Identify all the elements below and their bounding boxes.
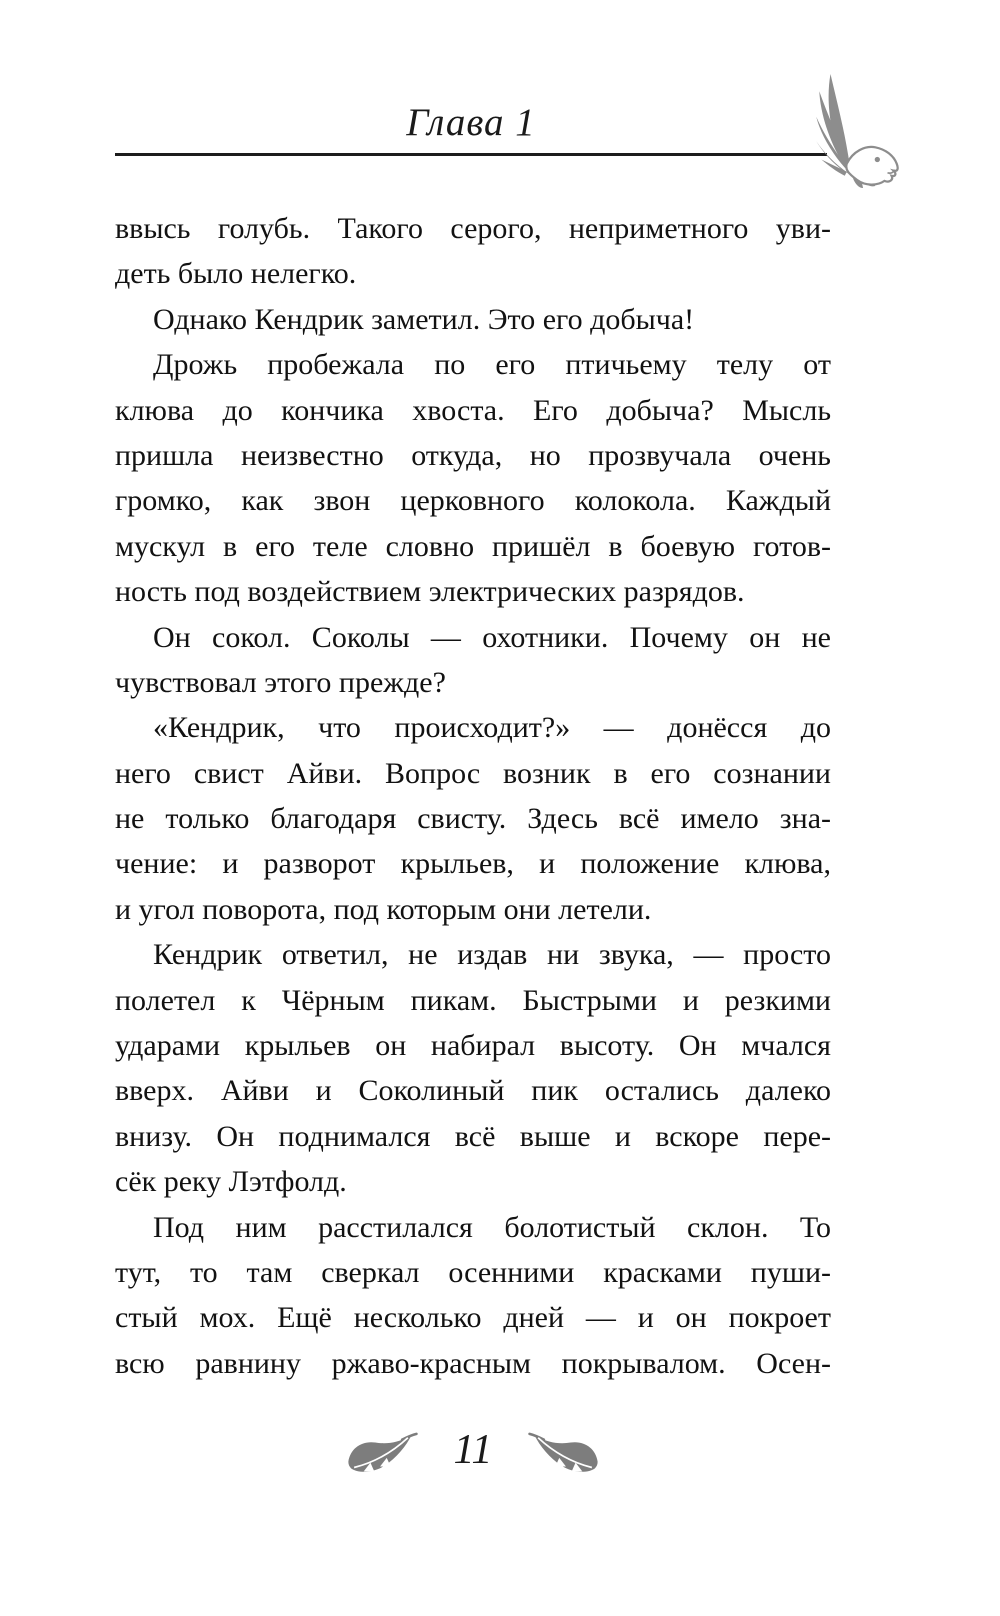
text-line: тут, то там сверкал осенними красками пуши- (115, 1255, 831, 1289)
text-line: деть было нелегко. (115, 257, 357, 291)
text-line: сёк реку Лэтфолд. (115, 1165, 347, 1199)
paragraph (115, 932, 831, 1204)
text-line: ввысь голубь. Такого серого, неприметного уви- (115, 212, 831, 245)
text-line: Он сокол. Соколы — охотники. Почему он не (153, 620, 831, 654)
text-line: «Кендрик, что происходит?» — донёсся до (153, 711, 831, 745)
text-line: не только благодаря свисту. Здесь всё имело зна- (115, 802, 831, 836)
feather-icon (528, 1431, 602, 1479)
text-line: Кендрик ответил, не издав ни звука, — просто (153, 938, 831, 972)
text-line: громко, как звон церковного колокола. Каждый (115, 484, 831, 518)
text-line: Дрожь пробежала по его птичьему телу от (153, 348, 831, 382)
text-line: ность под воздействием электрических разрядов. (115, 575, 745, 609)
paragraph (115, 342, 831, 614)
text-line: внизу. Он поднимался всё выше и вскоре пере- (115, 1119, 831, 1153)
text-line: клюва до кончика хвоста. Его добыча? Мысль (115, 393, 831, 427)
text-line: и угол поворота, под которым они летели. (115, 892, 652, 926)
text-line: ударами крыльев он набирал высоту. Он мчался (115, 1029, 831, 1063)
chapter-rule (115, 153, 827, 156)
paragraph (115, 615, 831, 706)
page-footer (115, 1420, 831, 1490)
text-line: пришла неизвестно откуда, но прозвучала очень (115, 438, 831, 472)
text-line: Однако Кендрик заметил. Это его добыча! (153, 302, 695, 336)
text-line: всю равнину ржаво-красным покрывалом. Осен- (115, 1346, 831, 1380)
paragraph (115, 1205, 831, 1387)
text-line: Под ним расстилался болотистый склон. То (153, 1210, 831, 1244)
page-number: 11 (453, 1427, 493, 1473)
text-line: него свист Айви. Вопрос возник в его сознании (115, 756, 831, 790)
body-text (115, 206, 831, 1386)
text-line: стый мох. Ещё несколько дней — и он покроет (115, 1301, 831, 1335)
text-line: мускул в его теле словно пришёл в боевую готов- (115, 529, 831, 563)
text-line: полетел к Чёрным пикам. Быстрыми и резкими (115, 983, 831, 1017)
eagle-ornament-icon (816, 74, 902, 188)
text-line: чувствовал этого прежде? (115, 665, 446, 699)
text-line: вверх. Айви и Соколиный пик остались далеко (115, 1074, 831, 1108)
paragraph (115, 297, 831, 342)
chapter-title: Глава 1 (406, 101, 536, 144)
paragraph (115, 206, 831, 297)
text-line: чение: и разворот крыльев, и положение клюва, (115, 847, 831, 881)
paragraph (115, 705, 831, 932)
feather-icon (344, 1431, 418, 1479)
